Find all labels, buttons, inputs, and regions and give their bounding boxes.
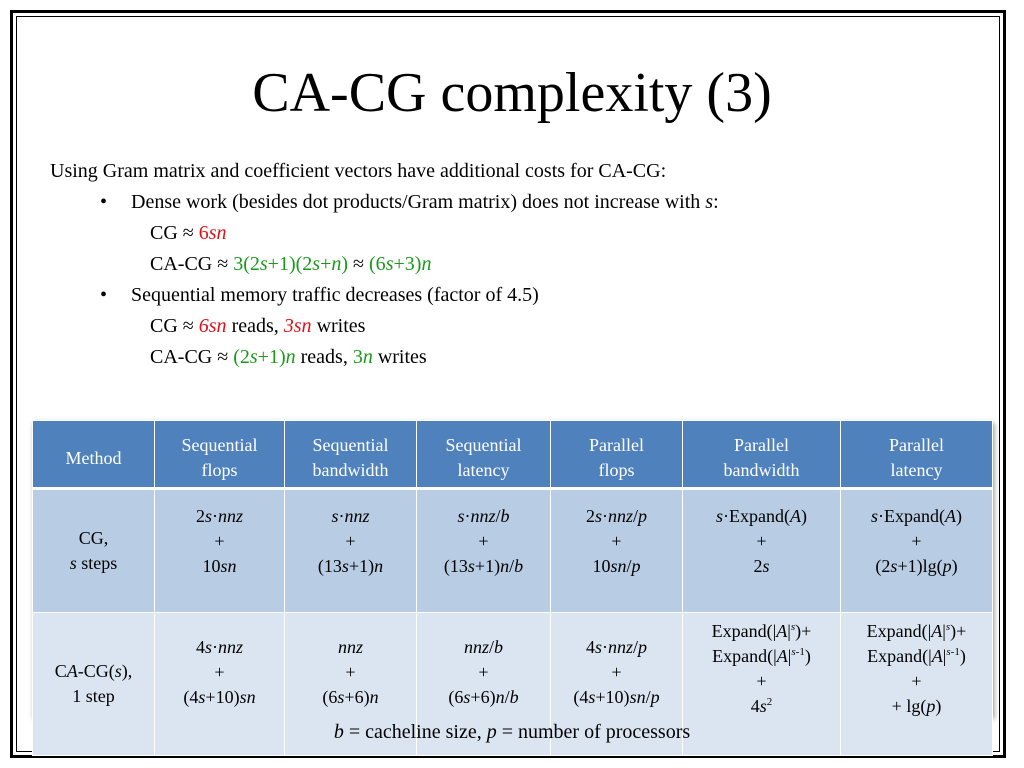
cell-text: (13s+1)n [317, 556, 384, 576]
cell-text: 4s·nnz/p [585, 637, 648, 657]
var-s: s [705, 191, 714, 213]
cell-text: (13s+1)n/b [443, 556, 524, 576]
bullet-text: Sequential memory traffic decreases (factor of 4.5) [131, 284, 539, 306]
table-row [33, 489, 993, 613]
cell-text: nnz/b [463, 637, 504, 657]
method-text: CG, [78, 528, 109, 548]
cell-text: s·nnz [331, 506, 370, 526]
cell-text: 2s [753, 556, 770, 576]
complexity-cell [285, 489, 417, 613]
cell-text: nnz [337, 637, 363, 657]
method-text: CA-CG(s), [54, 661, 133, 681]
cell-text: (6s+6)n/b [448, 687, 519, 707]
header-text: Parallel [889, 435, 944, 455]
header-text: Method [65, 447, 122, 468]
header-text: bandwidth [723, 460, 800, 480]
bullet-marker: • [100, 191, 108, 213]
cell-text: + [214, 531, 225, 551]
cacg-dense-value-2: (6s+3)n [369, 253, 432, 275]
method-text: 1 step [72, 686, 115, 706]
complexity-table-container [32, 420, 992, 716]
column-header-6 [841, 421, 993, 489]
cell-text: + [611, 662, 622, 682]
header-text: bandwidth [312, 460, 389, 480]
cg-traffic-line: CG ≈ 6sn reads, 3sn writes [150, 315, 366, 337]
bullet-marker: • [100, 284, 108, 306]
column-header-1 [155, 421, 285, 489]
header-text: latency [457, 460, 510, 480]
cacg-traffic-line: CA-CG ≈ (2s+1)n reads, 3n writes [150, 346, 427, 368]
table-header-row [33, 421, 993, 489]
footnote [0, 718, 1024, 746]
cell-text: $4s^2$ [750, 696, 773, 716]
cell-text: + [911, 671, 922, 691]
cell-text: + [214, 662, 225, 682]
cell-text: + [611, 531, 622, 551]
header-text: flops [201, 460, 238, 480]
header-text: latency [890, 460, 943, 480]
header-text: Sequential [181, 435, 258, 455]
cell-text: + [756, 531, 767, 551]
cacg-reads-value: (2s+1)n [233, 346, 296, 368]
complexity-cell [155, 489, 285, 613]
header-text: Sequential [312, 435, 389, 455]
cg-dense-work-line: CG ≈ 6sn [150, 222, 227, 244]
cell-text: s·nnz/b [457, 506, 510, 526]
cell-text: + [911, 531, 922, 551]
complexity-table [32, 420, 993, 756]
column-header-5 [683, 421, 841, 489]
intro-line: Using Gram matrix and coefficient vectors have additional costs for CA-CG: [50, 160, 667, 182]
cell-text: + lg(p) [891, 696, 942, 716]
cell-text: + [345, 531, 356, 551]
bullet-dense-work: • Dense work (besides dot products/Gram matrix) does not increase with s: [50, 187, 990, 218]
cell-text: + [478, 531, 489, 551]
cg-writes-value: 3sn [283, 315, 312, 337]
cell-text: $Expand(|A|^s)+$ [866, 621, 967, 641]
cell-text: (6s+6)n [322, 687, 379, 707]
cell-text: s·Expand(A) [716, 506, 807, 526]
cell-text: 2s·nnz [195, 506, 244, 526]
cell-text: + [345, 662, 356, 682]
cell-text: (4s+10)sn/p [573, 687, 660, 707]
table-body [33, 489, 993, 756]
cell-text: (4s+10)sn [183, 687, 256, 707]
cell-text: + [756, 671, 767, 691]
slide-title: CA-CG complexity (3) [252, 62, 772, 124]
complexity-cell [417, 489, 551, 613]
header-text: Sequential [445, 435, 522, 455]
cg-reads-value: 6sn [198, 315, 227, 337]
complexity-cell [683, 489, 841, 613]
cell-text: $Expand(|A|^s)+$ [711, 621, 812, 641]
header-text: Parallel [734, 435, 789, 455]
complexity-cell [551, 489, 683, 613]
cacg-writes-value: 3n [352, 346, 373, 368]
bullet-text: Dense work (besides dot products/Gram matrix) does not increase with [131, 191, 706, 213]
cell-text: 10sn [202, 556, 237, 576]
column-header-0 [33, 421, 155, 489]
cell-text: s·Expand(A) [871, 506, 962, 526]
cacg-dense-value-1: 3(2s+1)(2s+n) [233, 253, 349, 275]
cacg-dense-work-line: CA-CG ≈ 3(2s+1)(2s+n) ≈ (6s+3)n [150, 253, 432, 275]
cell-text: 4s·nnz [195, 637, 244, 657]
cell-text: 2s·nnz/p [585, 506, 648, 526]
column-header-4 [551, 421, 683, 489]
header-text: flops [598, 460, 635, 480]
column-header-3 [417, 421, 551, 489]
cell-text: + [478, 662, 489, 682]
column-header-2 [285, 421, 417, 489]
footnote-text: b = cacheline size, p = number of processors [333, 721, 691, 743]
cell-text: (2s+1)lg(p) [875, 556, 958, 576]
method-text: s steps [69, 553, 118, 573]
complexity-cell [841, 489, 993, 613]
cell-text: $Expand(|A|^{s-1})$ [867, 646, 966, 666]
bullet-memory-traffic [50, 280, 990, 311]
cell-text: 10sn/p [592, 556, 641, 576]
header-text: Parallel [589, 435, 644, 455]
cg-dense-value: 6sn [198, 222, 227, 244]
cell-text: $Expand(|A|^{s-1})$ [712, 646, 811, 666]
slide-body [50, 156, 990, 373]
method-cell [33, 489, 155, 613]
